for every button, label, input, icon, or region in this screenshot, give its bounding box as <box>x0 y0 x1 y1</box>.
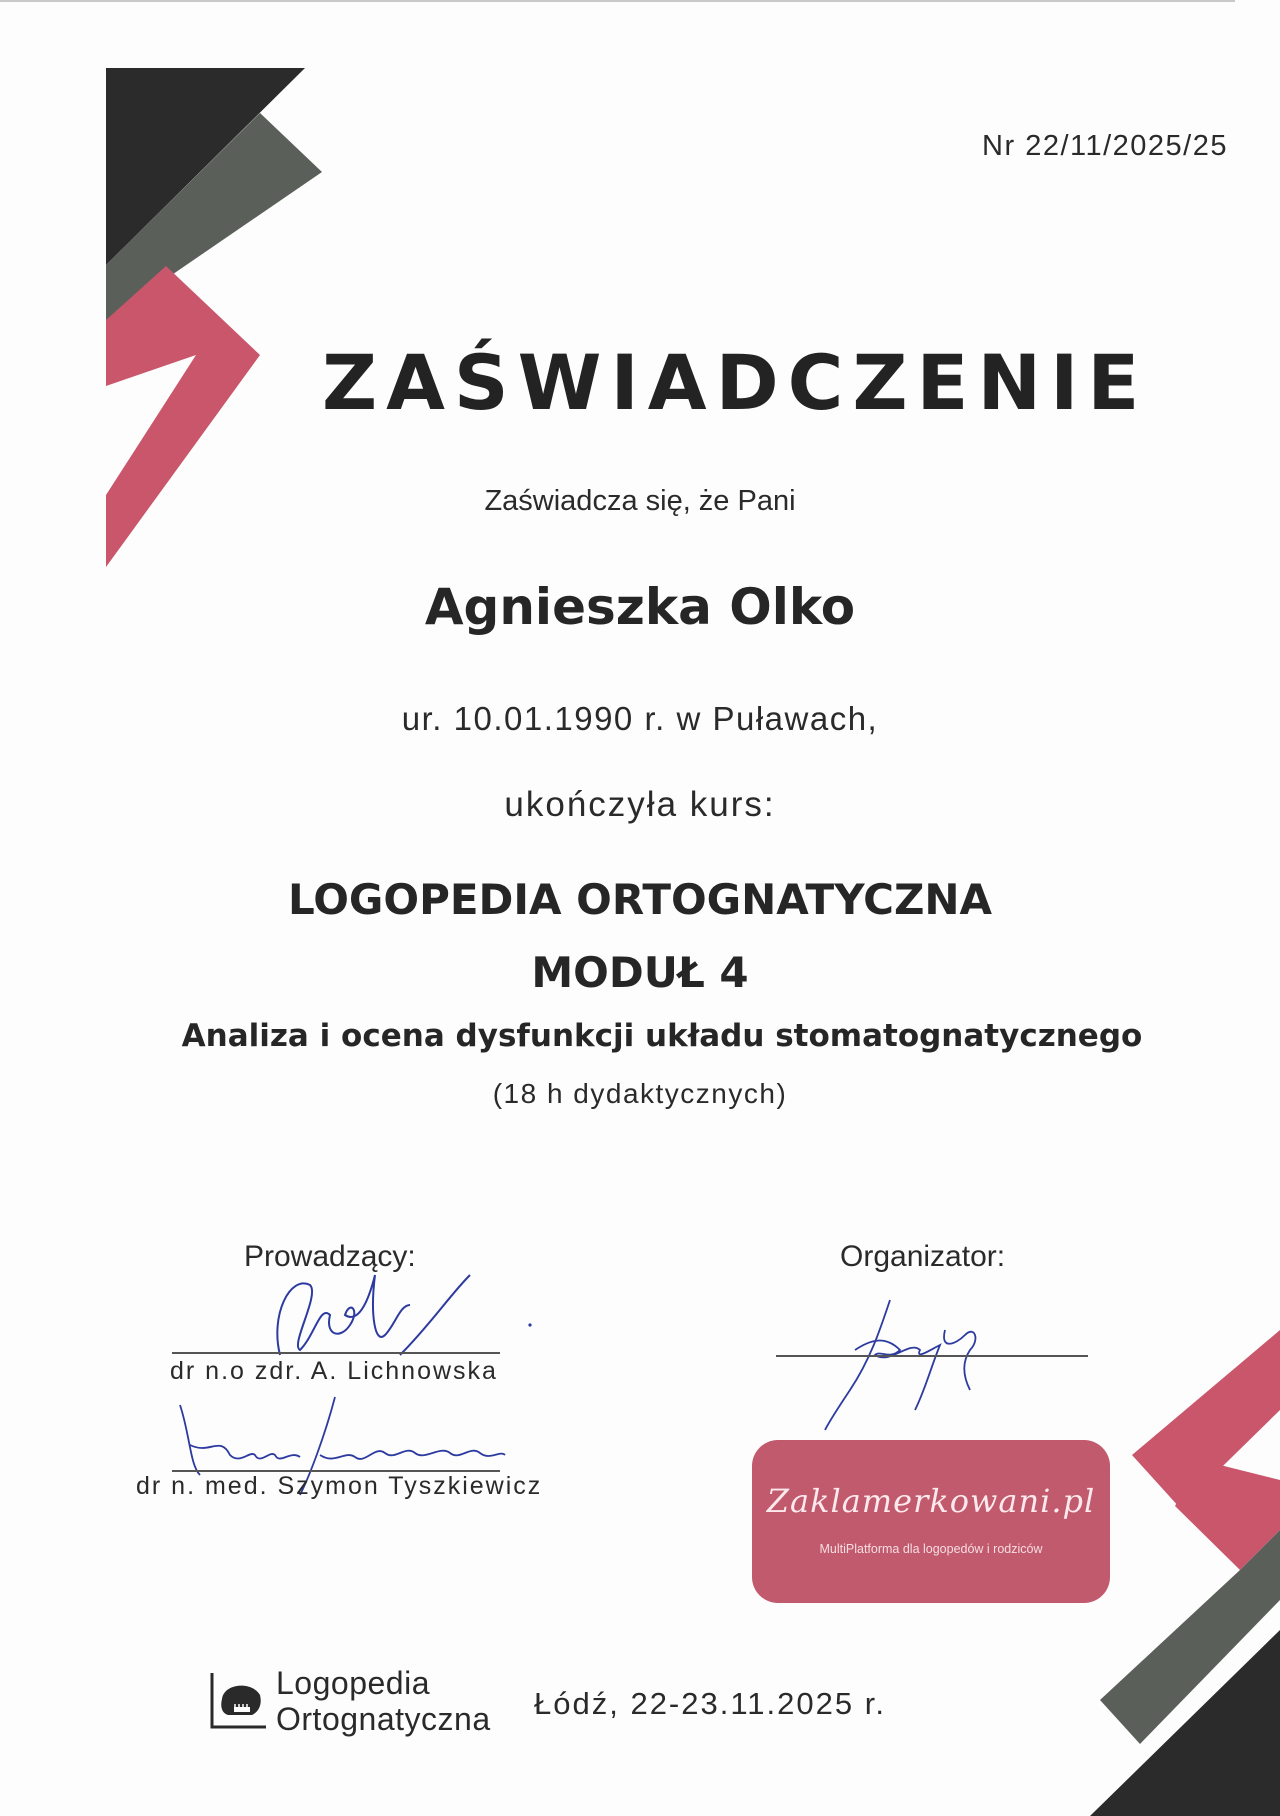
logo-mark-icon <box>208 1669 270 1731</box>
instructors-label: Prowadzący: <box>244 1240 416 1273</box>
logo-text-line-2: Ortognatyczna <box>276 1701 491 1737</box>
stamp-tagline: MultiPlatforma dla logopedów i rodziców <box>819 1542 1043 1556</box>
birth-info: ur. 10.01.1990 r. w Puławach, <box>401 700 879 737</box>
organizer-stamp <box>752 1440 1110 1603</box>
module-label: MODUŁ 4 <box>531 948 749 997</box>
place-and-date: Łódź, 22-23.11.2025 r. <box>534 1686 886 1721</box>
intro-text: Zaświadcza się, że Pani <box>484 485 796 517</box>
person-name: Agnieszka Olko <box>424 578 856 636</box>
instructor-name-1: dr n.o zdr. A. Lichnowska <box>170 1357 498 1385</box>
signature-organizer <box>790 1280 1050 1440</box>
corner-decoration-bottom-right <box>1080 1330 1280 1816</box>
certificate-title: ZAŚWIADCZENIE <box>322 338 1149 427</box>
course-subject: Analiza i ocena dysfunkcji układu stomatognatycznego <box>181 1018 1143 1054</box>
signature-line-1 <box>172 1352 500 1354</box>
organizer-label: Organizator: <box>840 1240 1006 1273</box>
signature-line-organizer <box>776 1355 1088 1357</box>
certificate-number: Nr 22/11/2025/25 <box>982 130 1228 162</box>
instructor-name-2: dr n. med. Szymon Tyszkiewicz <box>136 1472 543 1500</box>
completed-text: ukończyła kurs: <box>504 785 776 824</box>
logo-text-line-1: Logopedia <box>276 1665 430 1701</box>
course-logo <box>208 1665 491 1745</box>
hours-info: (18 h dydaktycznych) <box>492 1078 788 1109</box>
stamp-brand: Zaklamerkowani.pl <box>766 1482 1096 1520</box>
course-name: LOGOPEDIA ORTOGNATYCZNA <box>287 875 993 924</box>
